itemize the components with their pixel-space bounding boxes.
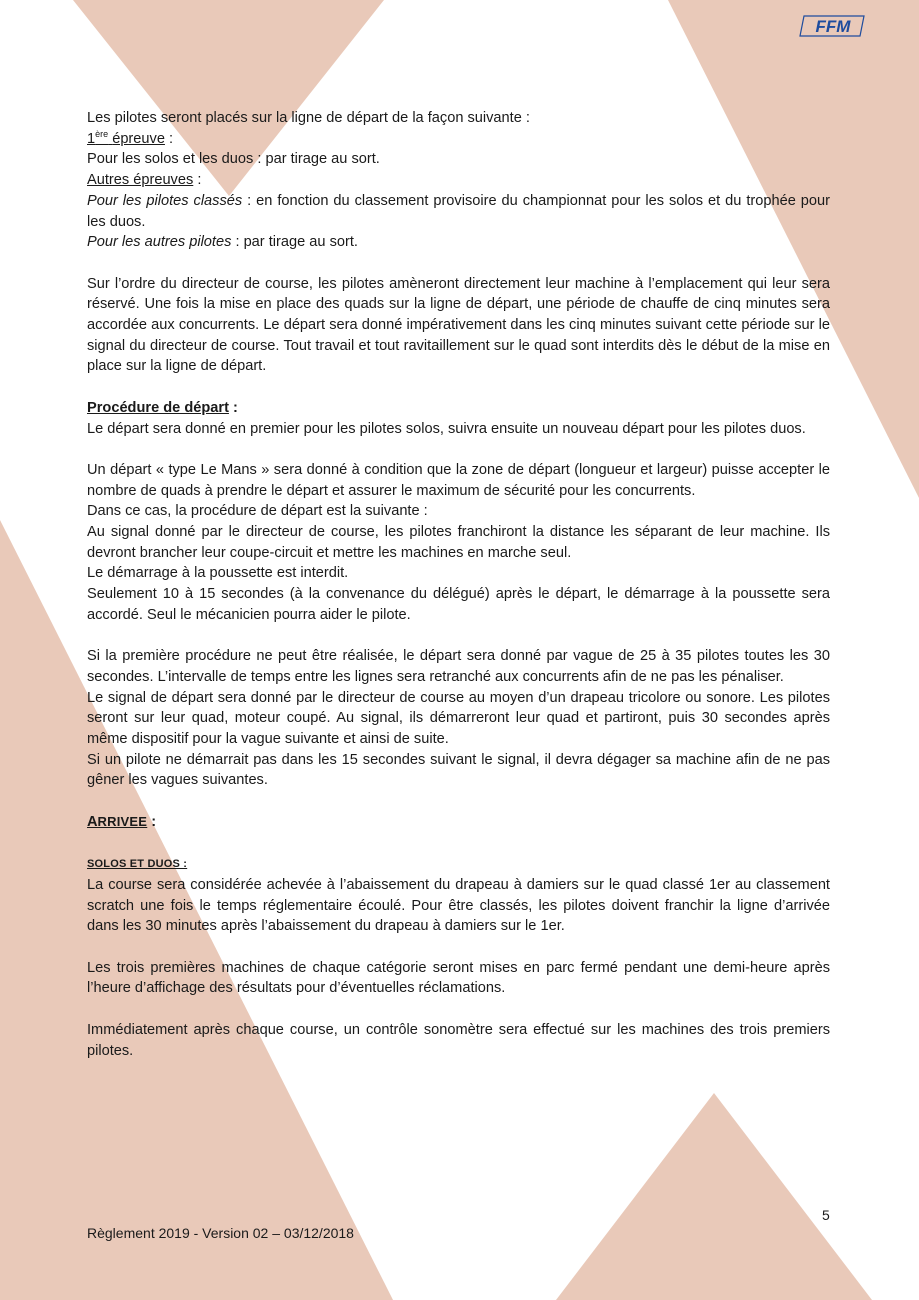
start-procedure-heading: Procédure de départ : bbox=[87, 399, 238, 416]
race-end-paragraph: La course sera considérée achevée à l’abaissement du drapeau à damiers sur le quad classé 1er au classement scratch une fois le temps réglementaire écoulé. Pour être classés, les pilotes doivent franchir la ligne d’arrivée dans les 30 minutes après l’abaissement du drapeau à damiers sur le 1er. bbox=[87, 876, 830, 935]
bottom-right-triangle bbox=[556, 1093, 872, 1300]
ffm-logo bbox=[798, 14, 868, 40]
footer-version: Règlement 2019 - Version 02 – 03/12/2018 bbox=[87, 1225, 354, 1241]
start-order-paragraph: Le départ sera donné en premier pour les pilotes solos, suivra ensuite un nouveau départ pour les pilotes duos. bbox=[87, 420, 806, 437]
le-mans-start-paragraph: Un départ « type Le Mans » sera donné à condition que la zone de départ (longueur et largeur) puisse accepter le nombre de quads à prendre le départ et assurer le maximum de sécurité pour les concurrents. bbox=[87, 461, 830, 499]
solos-duos-draw: Pour les solos et les duos : par tirage au sort. bbox=[87, 151, 380, 168]
wave-start-paragraph: Si la première procédure ne peut être réalisée, le départ sera donné par vague de 25 à 35 pilotes toutes les 30 secondes. L’intervalle de temps entre les lignes sera retranché aux concurrents afin de ne pas les pénaliser. bbox=[87, 648, 830, 685]
arrival-heading: ARRIVEE : bbox=[87, 813, 157, 830]
push-start-delay: Seulement 10 à 15 secondes (à la convenance du délégué) après le départ, le démarrage à la poussette sera accordé. Seul le mécanicien pourra aider le pilote. bbox=[87, 586, 830, 623]
page-content bbox=[87, 108, 830, 1061]
solos-duos-subheading: SOLOS ET DUOS : bbox=[87, 858, 188, 871]
signal-paragraph: Au signal donné par le directeur de course, les pilotes franchiront la distance les séparant de leur machine. Ils devront brancher leur coupe-circuit et mettre les machines en marche seul. bbox=[87, 524, 830, 561]
sound-check-paragraph: Immédiatement après chaque course, un contrôle sonomètre sera effectué sur les machines des trois premiers pilotes. bbox=[87, 1021, 830, 1059]
ranked-pilots-rule: Pour les pilotes classés : en fonction du classement provisoire du championnat pour les solos et du trophée pour les duos. bbox=[87, 192, 830, 230]
page-number: 5 bbox=[822, 1207, 830, 1223]
procedure-intro: Dans ce cas, la procédure de départ est la suivante : bbox=[87, 503, 428, 520]
stalled-pilot-paragraph: Si un pilote ne démarrait pas dans les 15 secondes suivant le signal, il devra dégager sa machine afin de ne pas gêner les vagues suivantes. bbox=[87, 751, 830, 789]
grid-placement-paragraph: Sur l’ordre du directeur de course, les pilotes amèneront directement leur machine à l’emplacement qui leur sera réservé. Une fois la mise en place des quads sur la ligne de départ, une période de chauffe de cinq minutes sera accordée aux concurrents. Le départ sera donné impérativement dans les cinq minutes suivant cette période sur le signal du directeur de course. Tout travail et tout ravitaillement sur le quad sont interdits dès le début de la mise en place sur la ligne de départ. bbox=[87, 275, 830, 375]
parc-ferme-paragraph: Les trois premières machines de chaque catégorie seront mises en parc fermé pendant une demi-heure après l’heure d’affichage des résultats pour d’éventuelles réclamations. bbox=[87, 959, 830, 997]
flag-signal-paragraph: Le signal de départ sera donné par le directeur de course au moyen d’un drapeau tricolore ou sonore. Les pilotes seront sur leur quad, moteur coupé. Au signal, ils démarreront leur quad et partiront, puis 30 secondes après même dispositif pour la vague suivante et ainsi de suite. bbox=[87, 689, 830, 748]
other-events-label: Autres épreuves : bbox=[87, 172, 202, 189]
push-start-forbidden: Le démarrage à la poussette est interdit. bbox=[87, 565, 349, 582]
logo-text: FFM bbox=[815, 17, 851, 36]
other-pilots-rule: Pour les autres pilotes : par tirage au sort. bbox=[87, 234, 358, 251]
first-event-label: 1ère épreuve : bbox=[87, 128, 174, 147]
intro-paragraph: Les pilotes seront placés sur la ligne de départ de la façon suivante : bbox=[87, 110, 530, 126]
